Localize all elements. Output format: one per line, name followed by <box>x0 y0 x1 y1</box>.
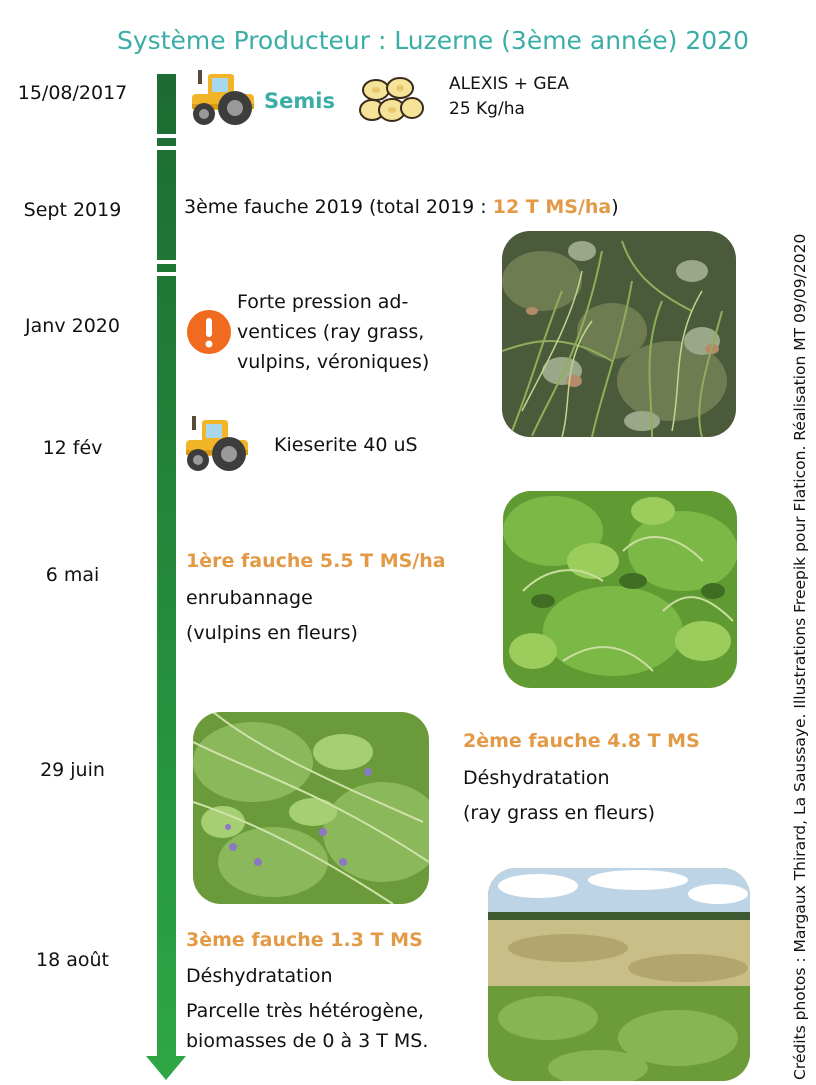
semis-variety <box>449 72 569 122</box>
event-sept-2019-close: ) <box>611 196 619 218</box>
event-18-aout-line4: biomasses de 0 à 3 T MS. <box>186 1030 429 1052</box>
photo-credits: Crédits photos : Margaux Thirard, La Saussaye. Illustrations Freepik pour Flaticon. Réalisation MT 09/09/2020 <box>791 233 809 1080</box>
event-6-mai <box>186 546 446 648</box>
event-janv-2020-line2: ventices (ray grass, <box>237 321 425 343</box>
event-6-mai-harvest: 1ère fauche 5.5 T MS/ha <box>186 550 446 572</box>
date-6-mai: 6 mai <box>45 564 100 586</box>
event-18-aout <box>186 925 428 1056</box>
date-12-fev: 12 fév <box>42 437 103 459</box>
date-29-juin: 29 juin <box>40 759 105 781</box>
semis-label: Semis <box>264 89 335 113</box>
event-janv-2020 <box>237 287 429 377</box>
event-18-aout-harvest: 3ème fauche 1.3 T MS <box>186 929 423 951</box>
field-landscape-photo <box>488 868 750 1081</box>
event-sept-2019-text: 3ème fauche 2019 (total 2019 : <box>184 196 493 218</box>
event-sept-2019-total: 12 T MS/ha <box>492 196 612 218</box>
date-18-aout: 18 août <box>36 949 109 971</box>
warning-icon <box>186 309 232 355</box>
event-29-juin <box>463 726 700 828</box>
semis-variety-line1: ALEXIS + GEA <box>449 74 569 94</box>
event-sept-2019 <box>184 192 619 222</box>
event-29-juin-line3: (ray grass en fleurs) <box>463 802 656 824</box>
date-semis: 15/08/2017 <box>17 82 128 104</box>
event-6-mai-line2: enrubannage <box>186 587 313 609</box>
event-18-aout-line3: Parcelle très hétérogène, <box>186 1000 424 1022</box>
tractor-icon <box>190 68 258 128</box>
date-janv-2020: Janv 2020 <box>25 315 120 337</box>
event-29-juin-harvest: 2ème fauche 4.8 T MS <box>463 730 700 752</box>
alfalfa-photo <box>193 712 429 904</box>
event-29-juin-line2: Déshydratation <box>463 767 610 789</box>
event-18-aout-line2: Déshydratation <box>186 965 333 987</box>
seeds-icon <box>358 76 424 126</box>
event-janv-2020-line1: Forte pression ad- <box>237 291 409 313</box>
timeline-arrow <box>140 70 190 1085</box>
event-janv-2020-line3: vulpins, véroniques) <box>237 351 430 373</box>
semis-variety-line2: 25 Kg/ha <box>449 99 525 119</box>
date-sept-2019: Sept 2019 <box>23 199 122 221</box>
event-12-fev: Kieserite 40 uS <box>274 434 418 456</box>
event-6-mai-line3: (vulpins en fleurs) <box>186 622 358 644</box>
page-title: Système Producteur : Luzerne (3ème année) 2020 <box>117 26 749 55</box>
weeds-field-photo <box>502 231 736 437</box>
tractor-icon <box>184 414 252 474</box>
green-field-photo <box>503 491 737 688</box>
